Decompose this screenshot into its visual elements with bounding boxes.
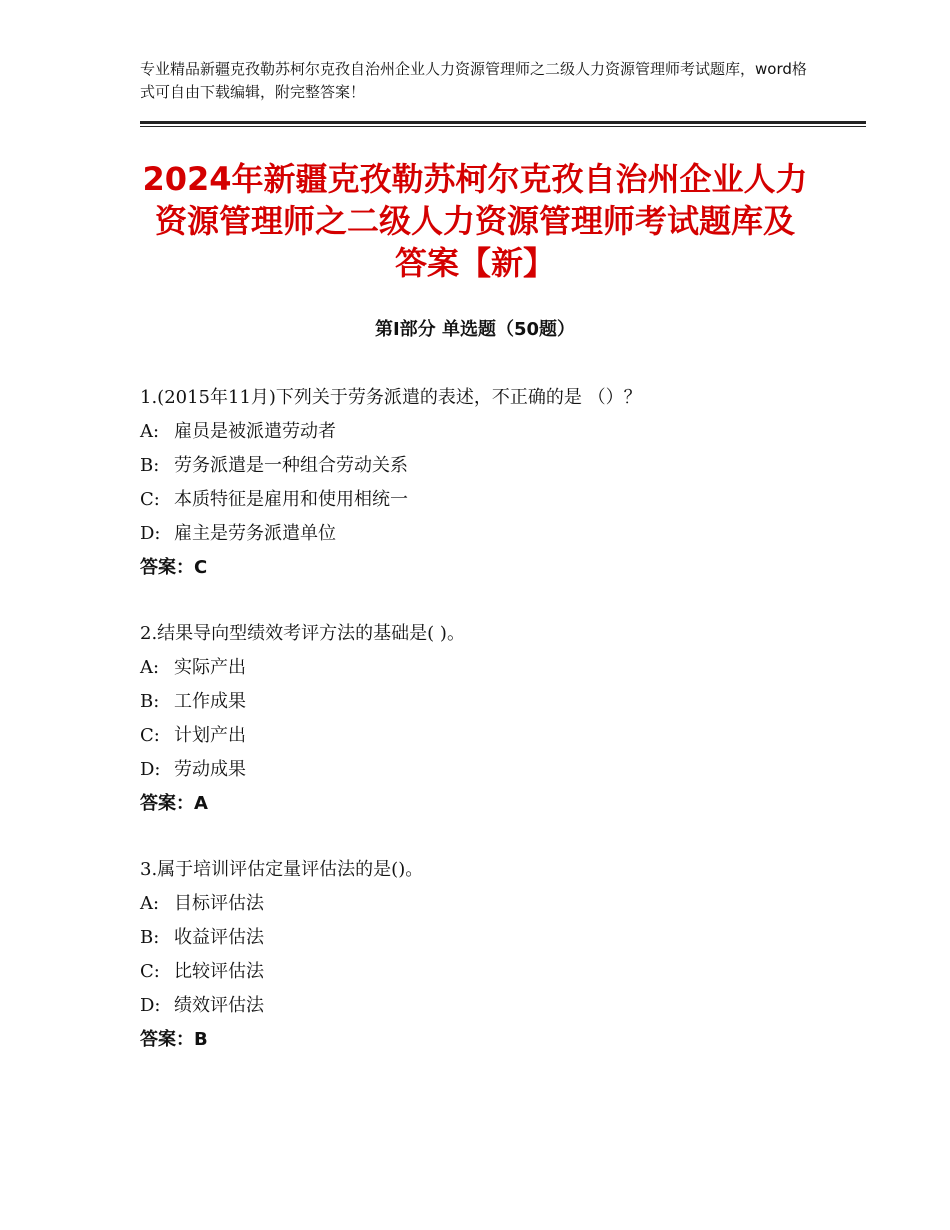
option-letter: A: (140, 657, 160, 678)
answer-label: 答案：A (140, 793, 208, 814)
option-letter: B: (140, 455, 160, 476)
option-text: 工作成果 (174, 691, 246, 712)
header-rule-thin (140, 126, 866, 127)
option-d (140, 753, 840, 787)
option-letter: D: (140, 759, 161, 780)
answer-label: 答案：B (140, 1029, 208, 1050)
answer-label: 答案：C (140, 557, 208, 578)
option-a (140, 887, 840, 921)
document-title: 2024年新疆克孜勒苏柯尔克孜自治州企业人力资源管理师之二级人力资源管理师考试题库及答案【新】 (142, 160, 808, 282)
question-stem: 3.属于培训评估定量评估法的是()。 (140, 859, 424, 880)
option-letter: B: (140, 927, 160, 948)
option-text: 计划产出 (174, 725, 246, 746)
option-text: 本质特征是雇用和使用相统一 (174, 489, 408, 510)
option-c (140, 483, 840, 517)
option-d (140, 517, 840, 551)
question-3 (140, 853, 840, 1057)
option-letter: C: (140, 961, 160, 982)
option-text: 雇员是被派遣劳动者 (174, 421, 336, 442)
option-text: 绩效评估法 (174, 995, 264, 1016)
option-text: 目标评估法 (174, 893, 264, 914)
header-rule-thick (140, 121, 866, 124)
option-text: 劳务派遣是一种组合劳动关系 (174, 455, 408, 476)
option-c (140, 719, 840, 753)
option-text: 比较评估法 (174, 961, 264, 982)
question-list (140, 381, 840, 1089)
option-letter: C: (140, 489, 160, 510)
option-d (140, 989, 840, 1023)
option-letter: D: (140, 995, 161, 1016)
question-1 (140, 381, 840, 585)
option-letter: C: (140, 725, 160, 746)
section-title: 第Ⅰ部分 单选题（50题） (374, 319, 575, 340)
option-text: 雇主是劳务派遣单位 (174, 523, 336, 544)
option-letter: A: (140, 893, 160, 914)
option-a (140, 651, 840, 685)
option-b (140, 449, 840, 483)
header-note: 专业精品新疆克孜勒苏柯尔克孜自治州企业人力资源管理师之二级人力资源管理师考试题库，word格式可自由下载编辑，附完整答案！ (140, 60, 807, 101)
option-b (140, 685, 840, 719)
question-2 (140, 617, 840, 821)
option-text: 实际产出 (174, 657, 246, 678)
option-text: 劳动成果 (174, 759, 246, 780)
option-c (140, 955, 840, 989)
option-letter: A: (140, 421, 160, 442)
question-stem: 1.(2015年11月)下列关于劳务派遣的表述，不正确的是 （）？ (140, 387, 642, 408)
option-letter: D: (140, 523, 161, 544)
question-stem: 2.结果导向型绩效考评方法的基础是( )。 (140, 623, 465, 644)
option-text: 收益评估法 (174, 927, 264, 948)
option-letter: B: (140, 691, 160, 712)
option-a (140, 415, 840, 449)
option-b (140, 921, 840, 955)
